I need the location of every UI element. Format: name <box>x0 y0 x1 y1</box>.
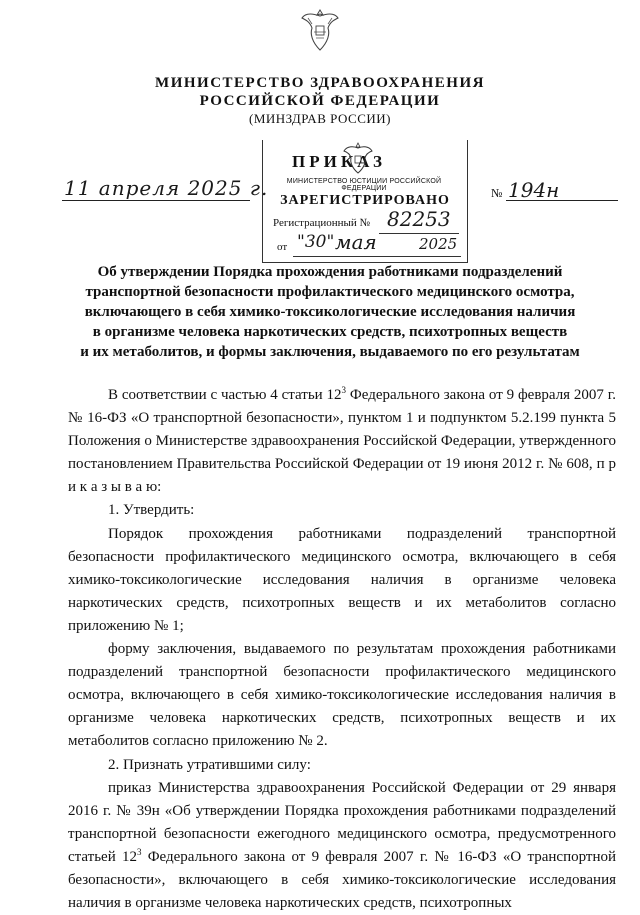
title-line: в организме человека наркотических средств, психотропных веществ <box>92 324 568 340</box>
stamp-organization: МИНИСТЕРСТВО ЮСТИЦИИ РОССИЙСКОЙ ФЕДЕРАЦИИ <box>286 178 442 192</box>
order-body <box>68 384 616 915</box>
stamp-reg-number-underline <box>379 233 459 234</box>
paragraph-item-2: 2. Признать утратившими силу: <box>108 756 311 773</box>
order-number-prefix: № <box>491 186 503 200</box>
ministry-short-name: (МИНЗДРАВ РОССИИ) <box>248 111 391 126</box>
ministry-name-line2: РОССИЙСКОЙ ФЕДЕРАЦИИ <box>199 93 441 109</box>
ministry-name-line1: МИНИСТЕРСТВО ЗДРАВООХРАНЕНИЯ <box>155 75 485 91</box>
double-headed-eagle-emblem-icon <box>300 6 340 54</box>
stamp-reg-number: 82253 <box>387 207 451 231</box>
title-line: Об утверждении Порядка прохождения работниками подразделений <box>97 264 563 280</box>
stamp-registered-text: ЗАРЕГИСТРИРОВАНО <box>280 193 450 208</box>
number-underline <box>506 200 618 201</box>
title-line: транспортной безопасности профилактического медицинского осмотра, <box>85 284 575 300</box>
date-underline <box>62 200 250 201</box>
stamp-from-month: мая <box>335 230 377 254</box>
stamp-from-year: 2025 <box>419 235 458 253</box>
paragraph-repealed-order: приказ Министерства здравоохранения Российской Федерации от 29 января 2016 г. № 39н «Об утверждении Порядка прохождения работниками подразделений транспортной безопасности ежегодного медицинского осмотра, предусмотренного статьей $12^3$ Федерального закона от 9 февраля 2007 г. № 16-ФЗ «О транспортной безопасности», включающего в себя химико-токсикологические исследования наличия в организме человека наркотических средств, психотропных <box>68 779 617 912</box>
order-title <box>60 262 600 362</box>
paragraph-form: форму заключения, выдаваемого по результатам прохождения работниками подразделений транспортной безопасности профилактического медицинского осмотра, включающего в себя химико-токсикологические исследования наличия в организме человека наркотических средств, психотропных веществ и их метаболитов согласно приложению № 2. <box>68 641 616 750</box>
paragraph-item-1: 1. Утвердить: <box>108 502 195 519</box>
stamp-eagle-icon <box>343 142 373 176</box>
stamp-from-day: "30" <box>297 232 335 252</box>
paragraph-preamble: В соответствии с частью 4 статьи $12^3$ Федерального закона от 9 февраля 2007 г. № 16-ФЗ «О транспортной безопасности», пунктом 1 и подпунктом 5.2.199 пункта 5 Положения о Министерстве здравоохранения Российской Федерации, утвержденного постановлением Правительства Российской Федерации от 19 июня 2012 г. № 608, п р и к а з ы в а ю: <box>68 385 616 496</box>
title-line: и их метаболитов, и формы заключения, выдаваемого по его результатам <box>80 344 580 360</box>
order-heading: ПРИКАЗ <box>292 152 386 171</box>
stamp-date-underline <box>293 256 461 257</box>
title-line: включающего в себя химико-токсикологические исследования наличия <box>84 304 576 320</box>
stamp-reg-number-label: Регистрационный № <box>273 217 371 229</box>
stamp-from-label: от <box>277 241 288 253</box>
paragraph-procedure: Порядок прохождения работниками подразделений транспортной безопасности профилактического медицинского осмотра, включающего в себя химико-токсикологические исследования наличия в организме человека наркотических средств, психотропных веществ и их метаболитов согласно приложению № 1; <box>68 525 616 634</box>
order-number-handwritten: 194н <box>508 178 560 202</box>
order-date-handwritten: 11 апреля 2025 г. <box>64 176 269 200</box>
registration-stamp <box>262 140 468 263</box>
